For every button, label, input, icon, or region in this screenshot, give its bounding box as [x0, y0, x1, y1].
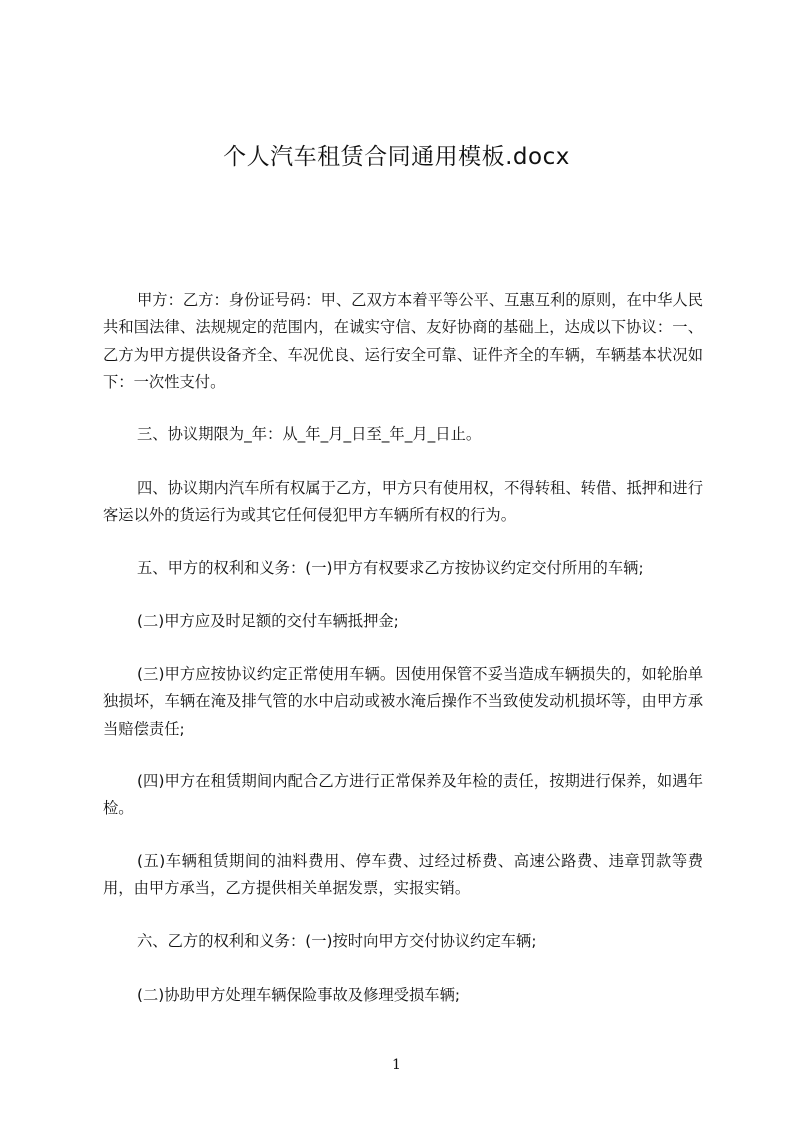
paragraph: 六、乙方的权利和义务：(一)按时向甲方交付协议约定车辆;: [137, 932, 537, 950]
paragraph-ownership: [103, 475, 703, 530]
paragraph-term: [103, 421, 703, 448]
paragraph: (二)甲方应及时足额的交付车辆抵押金;: [137, 612, 399, 630]
document-title: 个人汽车租赁合同通用模板.docx: [223, 144, 570, 170]
paragraph: (二)协助甲方处理车辆保险事故及修理受损车辆;: [137, 986, 461, 1004]
paragraph-party-a-rights: [103, 555, 703, 582]
paragraph-intro: [103, 287, 703, 396]
paragraph: (四)甲方在租赁期间内配合乙方进行正常保养及年检的责任，按期进行保养，如遇年检。: [103, 772, 703, 818]
paragraph-insurance: [103, 982, 703, 1009]
paragraph-party-b-rights: [103, 928, 703, 955]
paragraph: 四、协议期内汽车所有权属于乙方，甲方只有使用权，不得转租、转借、抵押和进行客运以外的货运行为或其它任何侵犯甲方车辆所有权的行为。: [103, 479, 703, 525]
paragraph-maintenance: [103, 768, 703, 823]
paragraph: (三)甲方应按协议约定正常使用车辆。因使用保管不妥当造成车辆损失的，如轮胎单独损坏，车辆在淹及排气管的水中启动或被水淹后操作不当致使发动机损坏等，由甲方承当赔偿责任;: [103, 665, 703, 738]
paragraph-expenses: [103, 848, 703, 903]
paragraph: 三、协议期限为_年：从_年_月_日至_年_月_日止。: [137, 425, 482, 443]
paragraph: 五、甲方的权利和义务：(一)甲方有权要求乙方按协议约定交付所用的车辆;: [137, 559, 644, 577]
paragraph: (五)车辆租赁期间的油料费用、停车费、过经过桥费、高速公路费、违章罚款等费用，由甲方承当，乙方提供相关单据发票，实报实销。: [103, 852, 703, 898]
paragraph-vehicle-use: [103, 661, 703, 743]
page-number: 1: [392, 1057, 401, 1073]
paragraph-deposit: [103, 608, 703, 635]
paragraph: 甲方：乙方：身份证号码：甲、乙双方本着平等公平、互惠互利的原则，在中华人民共和国法律、法规规定的范围内，在诚实守信、友好协商的基础上，达成以下协议：一、乙方为甲方提供设备齐全、车况优良、运行安全可靠、证件齐全的车辆，车辆基本状况如下：一次性支付。: [103, 291, 703, 391]
